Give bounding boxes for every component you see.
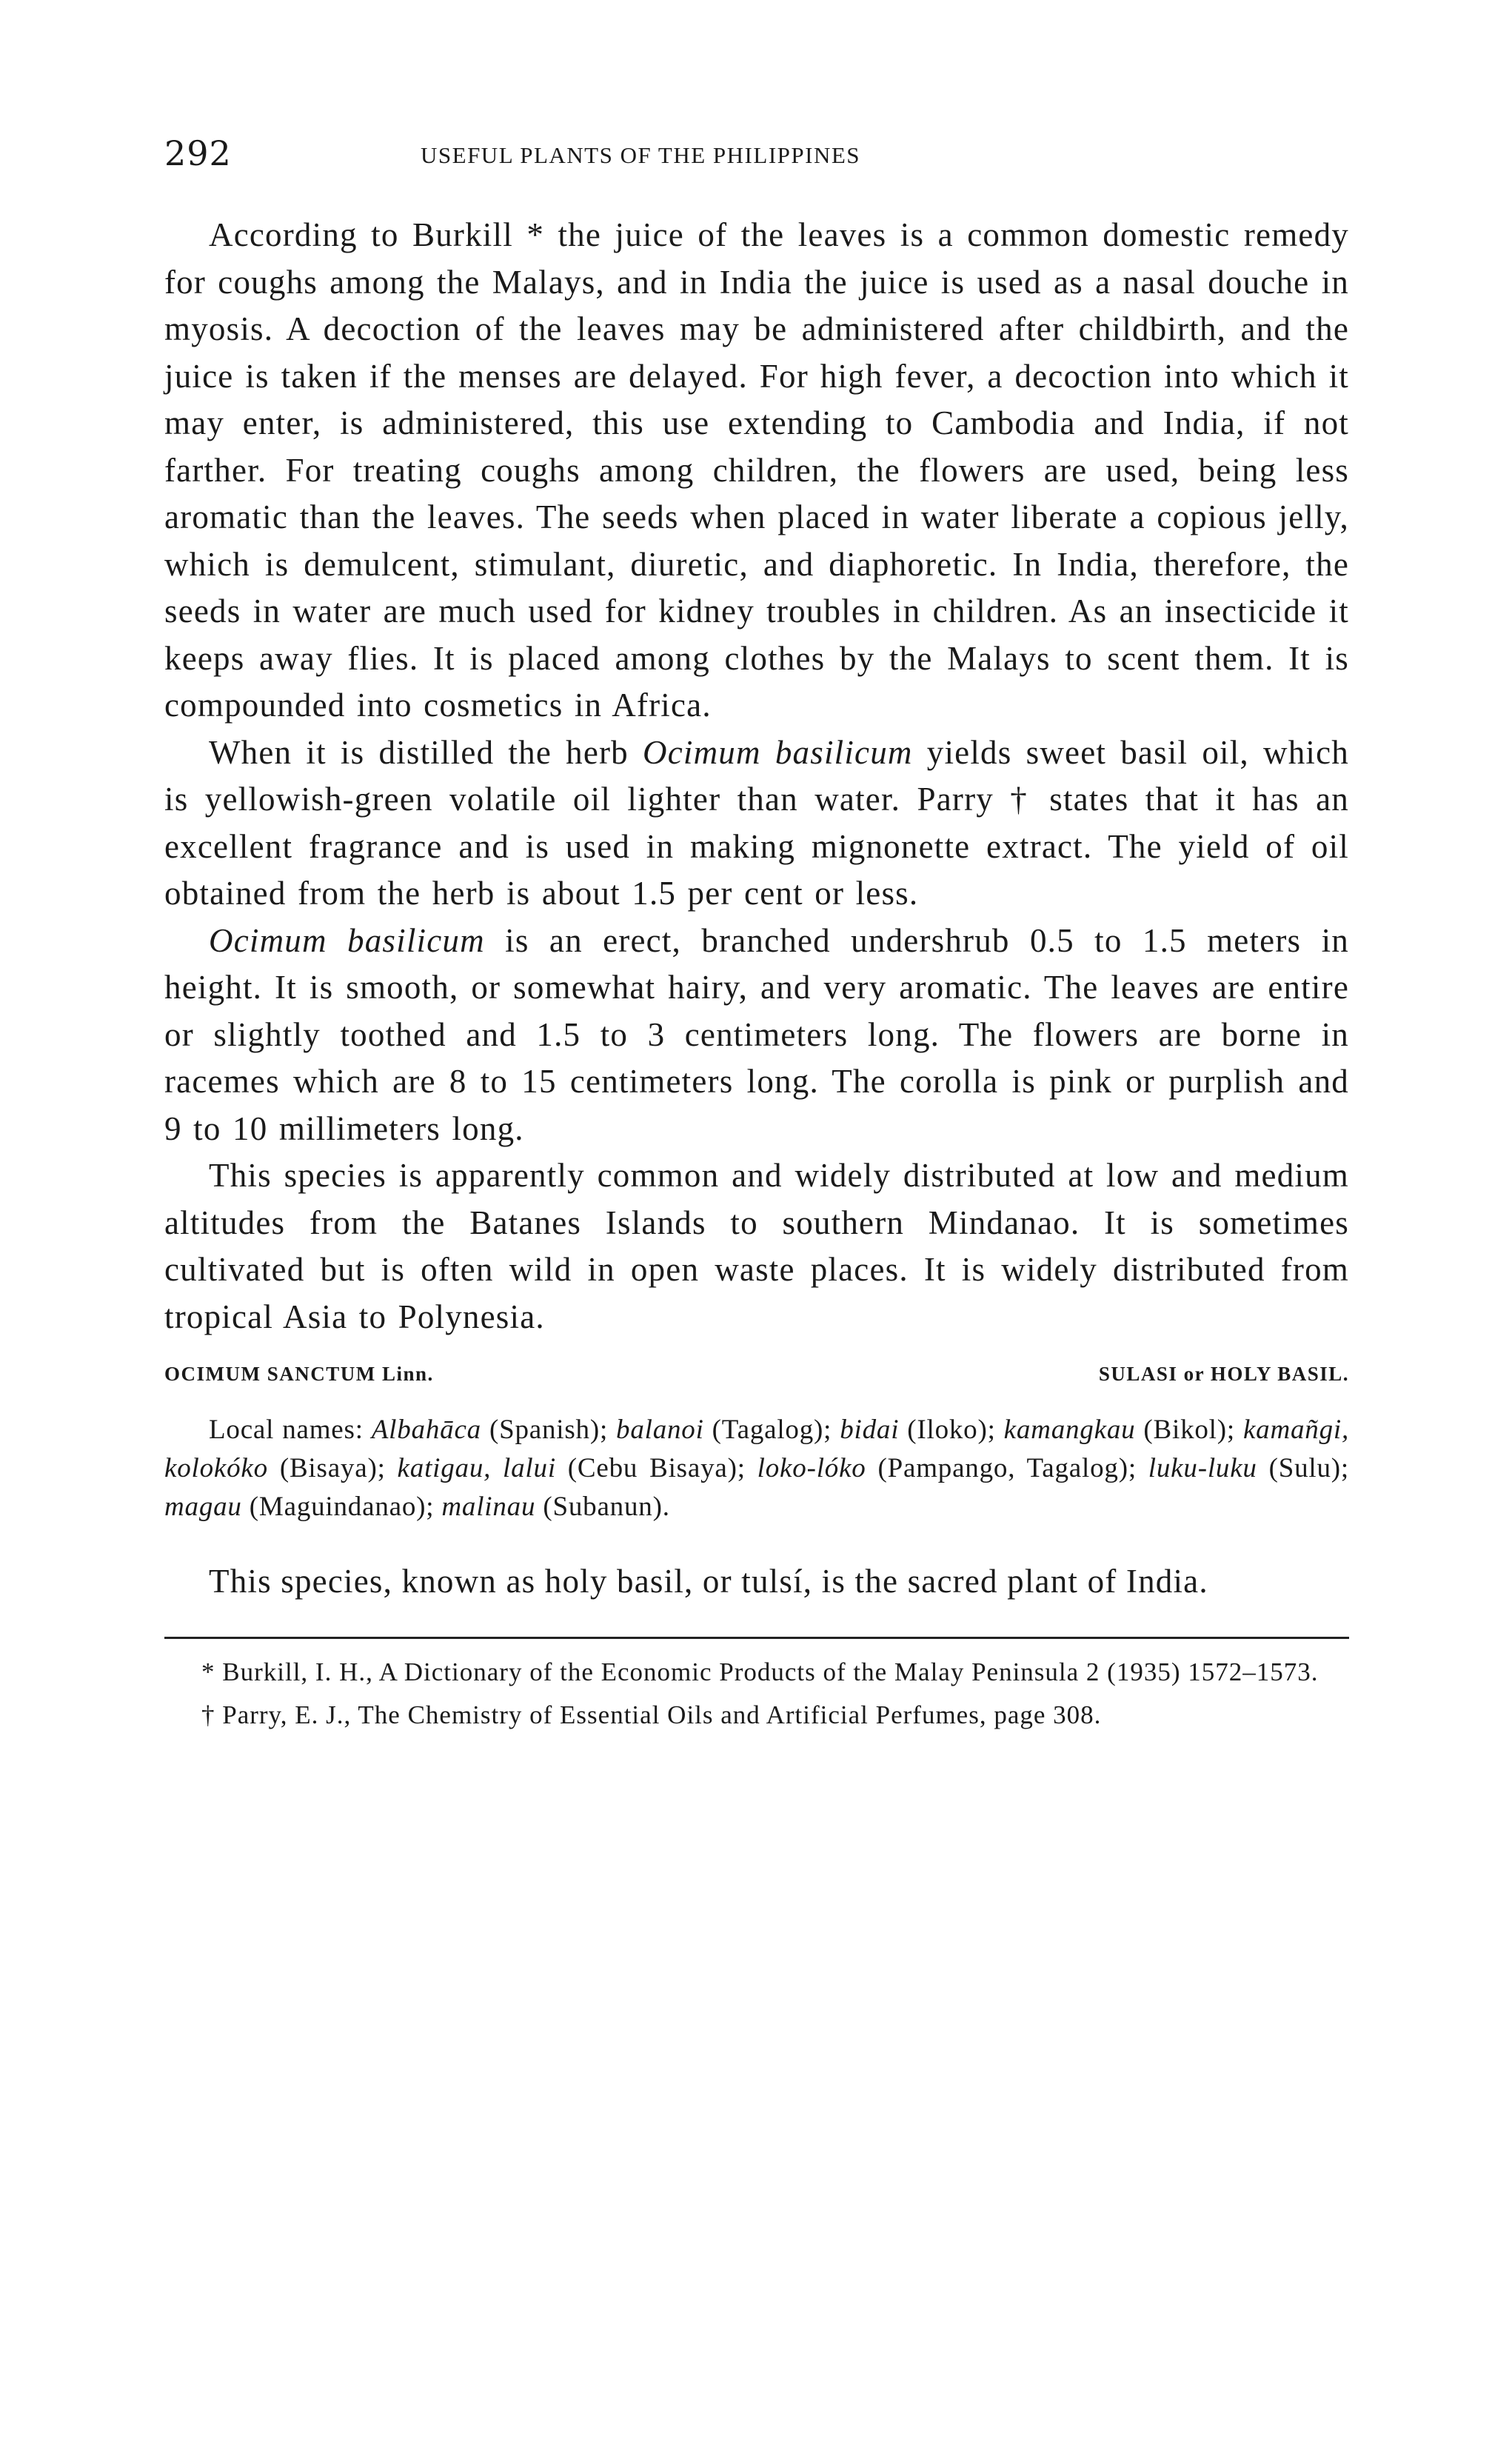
main-text (164, 212, 1349, 1340)
local-names-text: (Pampango, Tagalog); (866, 1453, 1148, 1483)
species-heading (164, 1363, 1349, 1386)
local-names-text: (Cebu Bisaya); (555, 1453, 757, 1483)
running-head (164, 133, 1349, 185)
local-names-text: (Subanun). (535, 1492, 670, 1522)
local-name: luku-luku (1148, 1453, 1257, 1483)
paragraph-text: When it is distilled the herb (209, 733, 643, 771)
footnotes (164, 1655, 1349, 1732)
paragraph-distribution: This species is apparently common and widely distributed at low and medium altitudes from the Batanes Islands to southern Mindanao. It is sometimes cultivated but is often wild in open waste places. It is widely distributed from tropical Asia to Polynesia. (164, 1157, 1349, 1335)
local-name: kamangkau (1003, 1415, 1136, 1445)
local-names-text: (Maguindanao); (241, 1492, 442, 1522)
local-name: Albahāca (371, 1415, 481, 1445)
local-name: balanoi (616, 1415, 704, 1445)
local-name: bidai (840, 1415, 900, 1445)
species-scientific-name: OCIMUM SANCTUM Linn. (164, 1363, 434, 1385)
book-page (164, 133, 1349, 1741)
footnote-parry: † Parry, E. J., The Chemistry of Essential Oils and Artificial Perfumes, page 308. (201, 1700, 1102, 1729)
local-names-text: (Bikol); (1135, 1415, 1243, 1445)
species-name-italic: Ocimum basilicum (209, 921, 485, 959)
paragraph-sacred-plant: This species, known as holy basil, or tulsí, is the sacred plant of India. (209, 1563, 1208, 1600)
local-names-text: (Sulu); (1257, 1453, 1349, 1483)
local-name: kamañgi, kolokóko (164, 1415, 1350, 1483)
local-name: katigau, lalui (397, 1453, 556, 1483)
local-name: magau (164, 1492, 242, 1522)
paragraph-basil-oil (164, 729, 1349, 918)
local-name: malinau (441, 1492, 536, 1522)
paragraph-burkill-uses: According to Burkill * the juice of the leaves is a common domestic remedy for coughs among the Malays, and in India the juice is used as a nasal douche in myosis. A decoction of the leaves may be administered after childbirth, and the juice is taken if the menses are delayed. For high fever, a decoction into which it may enter, is administered, this use extending to Cambodia and India, if not farther. For treating coughs among children, the flowers are used, being less aromatic than the leaves. The seeds when placed in water liberate a copious jelly, which is demulcent, stimulant, diuretic, and diaphoretic. In India, therefore, the seeds in water are much used for kidney troubles in children. As an insecticide it keeps away flies. It is placed among clothes by the Malays to scent them. It is compounded into cosmetics in Africa. (164, 216, 1349, 724)
local-names-text: (Spanish); (481, 1415, 617, 1445)
page-number: 292 (164, 133, 232, 173)
species-name-italic: Ocimum basilicum (643, 733, 913, 771)
paragraph-text: is an erect, branched undershrub 0.5 to 1.5 meters in height. It is smooth, or somewhat hairy, and very aromatic. The leaves are entire or slightly toothed and 1.5 to 3 centimeters long. The flowers are borne in racemes which are 8 to 15 centimeters long. The corolla is pink or purplish and 9 to 10 millimeters long. (164, 921, 1349, 1147)
running-title: USEFUL PLANTS OF THE PHILIPPINES (421, 142, 861, 168)
local-names-text: Local names: (209, 1415, 372, 1445)
local-names-paragraph (164, 1411, 1349, 1526)
footnote-burkill: * Burkill, I. H., A Dictionary of the Economic Products of the Malay Peninsula 2 (1935) 1572–1573. (201, 1657, 1319, 1686)
local-names-text: (Bisaya); (267, 1453, 398, 1483)
local-names-text: (Iloko); (899, 1415, 1004, 1445)
footnote-divider (164, 1637, 1349, 1639)
species-common-name: SULASI or HOLY BASIL. (1098, 1363, 1349, 1385)
local-name: loko-lóko (757, 1453, 866, 1483)
paragraph-text: yields sweet basil oil, which is yellowish-green volatile oil lighter than water. Parry † states that it has an excellent fragrance and is used in making mignonette extract. The yield of oil obtained from the herb is about 1.5 per cent or less. (164, 733, 1349, 912)
local-names-text: (Tagalog); (703, 1415, 840, 1445)
paragraph-description (164, 918, 1349, 1153)
